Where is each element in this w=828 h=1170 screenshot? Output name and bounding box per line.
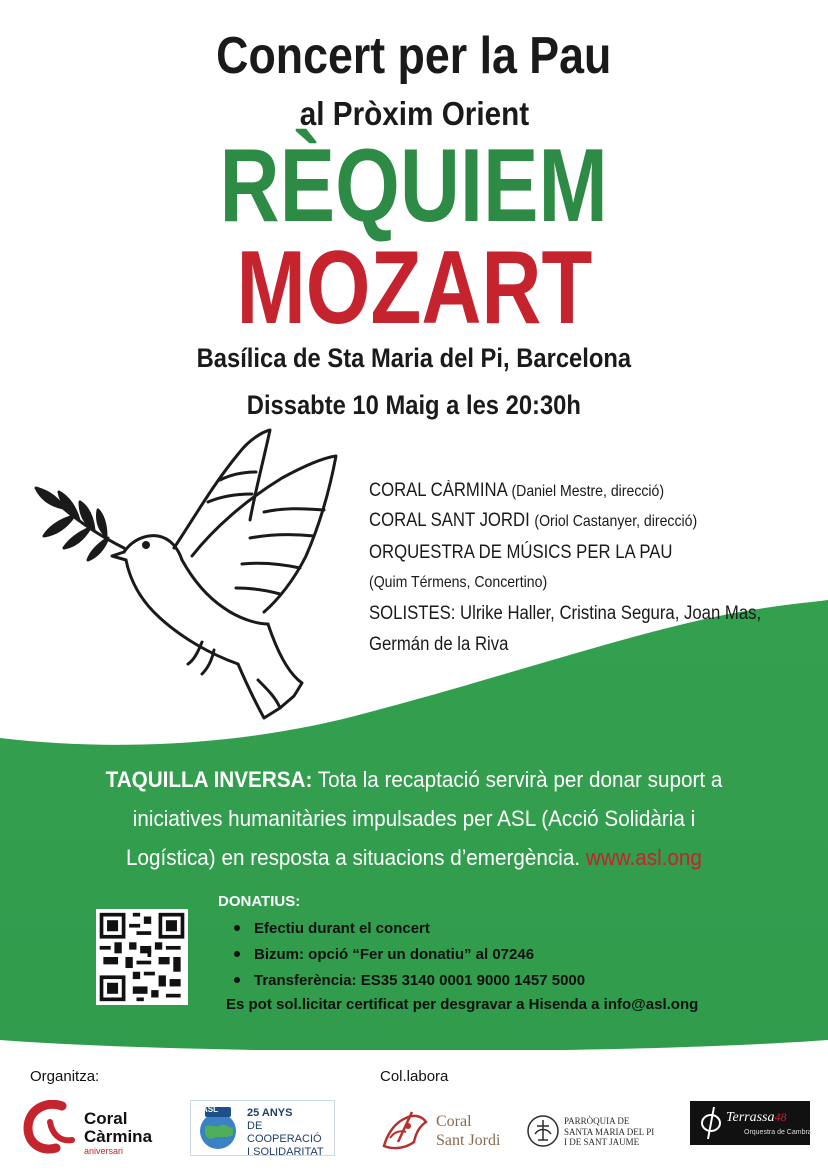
logo-text: 25 ANYS — [247, 1107, 293, 1119]
list-item: Transferència: ES35 3140 0001 9000 1457 5000 — [218, 968, 585, 994]
coral-carmina-icon — [22, 1100, 76, 1156]
logo-text: I DE SANT JAUME — [564, 1137, 640, 1147]
list-item: Efectiu durant el concert — [218, 916, 585, 942]
logo-text: Coral — [84, 1109, 128, 1128]
tax-certificate-note: Es pot sol.licitar certificat per desgravar a Hisenda a info@asl.ong — [226, 996, 699, 1013]
taquilla-text: Tota la recaptació servirà per donar suport a iniciatives humanitàries impulsades per ASL (Acció Solidària i Logística) en resposta a situacions d’emergència. — [126, 767, 723, 870]
organitza-label: Organitza: — [30, 1068, 100, 1085]
logo-text: aniversari — [84, 1146, 124, 1156]
donatius-list — [218, 916, 585, 994]
performer-solistes-cont: Germán de la Riva — [369, 634, 509, 655]
bullet-icon — [234, 925, 240, 931]
donatius-heading: DONATIUS: — [218, 893, 301, 910]
asl-website-link[interactable]: www.asl.ong — [585, 845, 702, 870]
work-title-requiem: RÈQUIEM — [219, 128, 609, 244]
bullet-icon — [234, 977, 240, 983]
work-title-mozart: MOZART — [236, 230, 592, 346]
performer-coral-carmina: CORAL CÀRMINA (Daniel Mestre, direcció) — [369, 480, 665, 501]
phi-icon — [698, 1105, 724, 1141]
logo-text: Sant Jordi — [436, 1132, 501, 1149]
event-date: Dissabte 10 Maig a les 20:30h — [246, 390, 582, 420]
concert-subtitle: al Pròxim Orient — [299, 95, 529, 132]
concert-title: Concert per la Pau — [216, 27, 612, 85]
performer-concertino: (Quim Térmens, Concertino) — [369, 574, 548, 591]
collabora-label: Col.labora — [380, 1068, 449, 1085]
logo-text: Coral — [436, 1113, 472, 1130]
logo-terrassa-48 — [690, 1101, 810, 1145]
bullet-icon — [234, 951, 240, 957]
venue: Basílica de Sta Maria del Pi, Barcelona — [196, 343, 632, 373]
logo-coral-carmina — [22, 1100, 162, 1160]
performer-solistes: SOLISTES: Ulrike Haller, Cristina Segura, Joan Mas, — [369, 603, 762, 624]
logo-text: Càrmina — [84, 1127, 153, 1146]
logo-text: SANTA MARIA DEL PI — [564, 1126, 655, 1137]
list-item: Bizum: opció “Fer un donatiu” al 07246 — [218, 942, 585, 968]
parish-seal-icon — [526, 1114, 560, 1148]
performer-coral-sant-jordi: CORAL SANT JORDI (Oriol Castanyer, direcció) — [369, 510, 698, 531]
donation-qr-code[interactable] — [96, 909, 188, 1005]
logo-text: DE COOPERACIÓ — [247, 1120, 322, 1145]
taquilla-inversa-paragraph — [0, 760, 828, 877]
logo-text: I SOLIDARITAT — [247, 1146, 324, 1158]
performer-orquestra: ORQUESTRA DE MÚSICS PER LA PAU — [369, 542, 673, 563]
asl-badge: ASL — [202, 1105, 218, 1114]
logo-coral-sant-jordi — [376, 1100, 516, 1158]
peace-dove-illustration — [24, 428, 344, 728]
logo-asl-25-anys — [190, 1100, 335, 1156]
logo-text: PARRÒQUIA DE — [564, 1116, 630, 1126]
logo-text: Terrassa — [726, 1110, 775, 1125]
taquilla-label: TAQUILLA INVERSA: — [105, 767, 313, 792]
logo-text: Orquestra de Cambra — [744, 1129, 812, 1136]
logo-parroquia-santa-maria — [526, 1114, 676, 1154]
logo-text: 48 — [774, 1110, 787, 1124]
sant-jordi-icon — [376, 1102, 430, 1156]
